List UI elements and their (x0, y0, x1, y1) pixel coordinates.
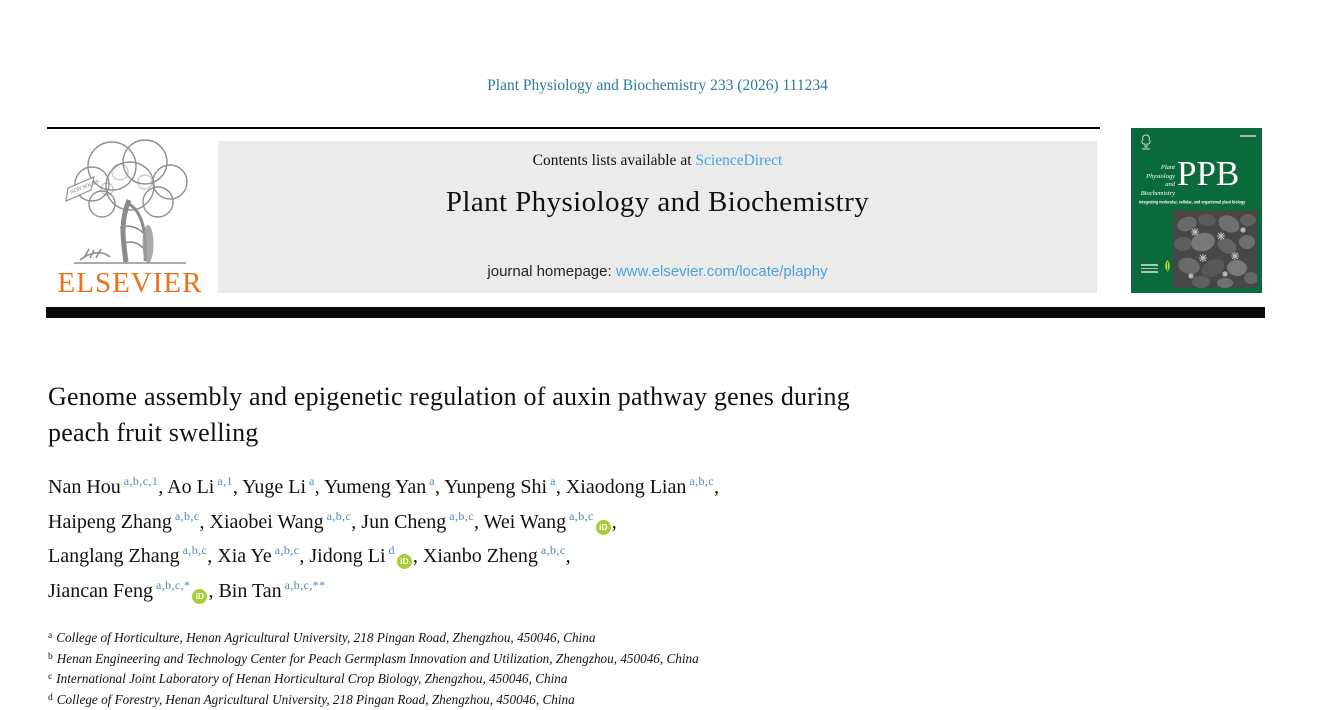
author-name: Xiaobei Wang (209, 510, 324, 533)
author-name: Jun Cheng (361, 510, 447, 533)
cover-journal-name: Plant Physiology and Biochemistry (1140, 164, 1175, 197)
affiliation-marker: c (48, 672, 53, 683)
author-affil-sup: a,b,c (326, 508, 352, 523)
cover-abbrev: PPB (1177, 154, 1240, 193)
author-name: Yumeng Yan (324, 476, 427, 498)
author-affil-sup: d (388, 543, 395, 557)
affiliation-text: International Joint Laboratory of Henan Horticultural Crop Biology, Zhengzhou, 450046, China (56, 671, 568, 687)
non-solus-banner (66, 177, 100, 201)
elsevier-logo (42, 132, 218, 298)
svg-text:NON SOLUS: NON SOLUS (69, 178, 101, 196)
author-name: Yunpeng Shi (444, 476, 548, 498)
author-name: Xiaodong Lian (565, 476, 687, 498)
affiliation-text: College of Forestry, Henan Agricultural University, 218 Pingan Road, Zhengzhou, 450046, China (56, 692, 575, 708)
cover-society-text (1141, 264, 1158, 275)
author-name: Jiancan Feng (48, 579, 153, 602)
author-affil-sup: a,1 (217, 474, 233, 488)
author-affil-sup: a,b,c,1 (123, 474, 159, 488)
journal-title: Plant Physiology and Biochemistry (445, 186, 870, 218)
contents-prefix: Contents lists available at (532, 152, 696, 169)
article-title-line1: Genome assembly and epigenetic regulation of auxin pathway genes during (48, 382, 850, 411)
header-divider-bar (46, 307, 1265, 318)
author-affil-sup: a,b,c (174, 508, 200, 523)
orcid-icon[interactable]: iD (192, 589, 207, 604)
author-name: Haipeng Zhang (48, 510, 172, 533)
affiliation-text: College of Horticulture, Henan Agricultural University, 218 Pingan Road, Zhengzhou, 450046, China (56, 630, 596, 645)
author-affil-sup: a,b,c,** (284, 577, 326, 592)
author-name: Jidong Li (309, 545, 386, 567)
affiliation-b (48, 650, 699, 671)
header-top-rule (47, 127, 1100, 129)
author-affil-sup: a (309, 474, 315, 488)
author-affil-sup: a,b,c (274, 543, 300, 557)
cover-tagline: Integrating molecular, cellular, and organismal plant biology (1139, 200, 1246, 205)
author-line-2: Haipeng Zhang $^{a,b,c}$, Xiaobei Wang $^{a,b,c}$, Jun Cheng $^{a,b,c}$, Wei Wang $^{a,b,c}$iD , (48, 508, 617, 533)
affiliation-a (48, 629, 699, 650)
affiliation-marker: a (48, 631, 53, 641)
affiliation-c (48, 670, 699, 691)
author-line-1: Nan Hou $^{a,b,c,1}$, Ao Li $^{a,1}$, Yuge Li $^a$, Yumeng Yan $^a$, Yunpeng Shi $^a$, Xiaodong Lian $^{a,b,c}$, (48, 474, 719, 498)
affiliation-list (48, 629, 699, 710)
orcid-icon[interactable]: iD (596, 520, 611, 535)
cover-micrograph-image (1173, 210, 1257, 288)
author-affil-sup: a,b,c (569, 508, 594, 523)
author-name: Langlang Zhang (48, 545, 180, 567)
affiliation-marker: d (48, 693, 53, 704)
homepage-link[interactable]: www.elsevier.com/locate/plaphy (615, 263, 828, 280)
journal-citation: Plant Physiology and Biochemistry 233 (2026) 111234 (487, 77, 828, 94)
elsevier-tree-icon (50, 132, 210, 266)
elsevier-wordmark: ELSEVIER (57, 267, 203, 299)
affiliation-text: Henan Engineering and Technology Center for Peach Germplasm Innovation and Utilization, Zhengzhou, 450046, China (56, 650, 699, 666)
article-title (48, 379, 850, 451)
author-affil-sup: a,b,c,* (155, 577, 191, 592)
author-name: Nan Hou (48, 476, 121, 498)
author-affil-sup: a,b,c (540, 543, 566, 557)
cover-volume-text (1240, 135, 1256, 139)
author-name: Bin Tan (218, 579, 282, 602)
homepage-line (218, 263, 1097, 280)
homepage-prefix: journal homepage: (487, 263, 616, 280)
author-line-4: Jiancan Feng $^{a,b,c,*}$iD , Bin Tan $^{a,b,c,**}$ (48, 577, 326, 602)
author-name: Xia Ye (217, 545, 272, 567)
orcid-icon[interactable]: iD (397, 554, 412, 569)
journal-header-band (218, 141, 1097, 293)
author-name: Wei Wang (483, 510, 567, 533)
author-affil-sup: a,b,c (689, 474, 714, 488)
sciencedirect-link[interactable]: ScienceDirect (695, 152, 783, 169)
journal-cover-thumbnail[interactable] (1131, 128, 1262, 293)
cover-society-logo-icon (1162, 259, 1173, 273)
author-name: Ao Li (167, 476, 215, 498)
affiliation-d (48, 691, 699, 710)
author-affil-sup: a (429, 474, 436, 488)
author-line-3: Langlang Zhang $^{a,b,c}$, Xia Ye $^{a,b,c}$, Jidong Li $^d$iD , Xianbo Zheng $^{a,b,c}$, (48, 543, 571, 567)
tree-figure-icon (143, 225, 154, 263)
article-title-line2: peach fruit swelling (48, 418, 259, 447)
author-list (48, 471, 719, 609)
author-name: Yuge Li (242, 476, 307, 498)
author-name: Xianbo Zheng (422, 545, 538, 567)
cover-emblem-icon (1139, 133, 1153, 151)
author-affil-sup: a (550, 474, 556, 488)
author-affil-sup: a,b,c (182, 543, 208, 557)
author-affil-sup: a,b,c (449, 508, 474, 523)
affiliation-marker: b (48, 651, 53, 662)
contents-line (218, 152, 1097, 170)
